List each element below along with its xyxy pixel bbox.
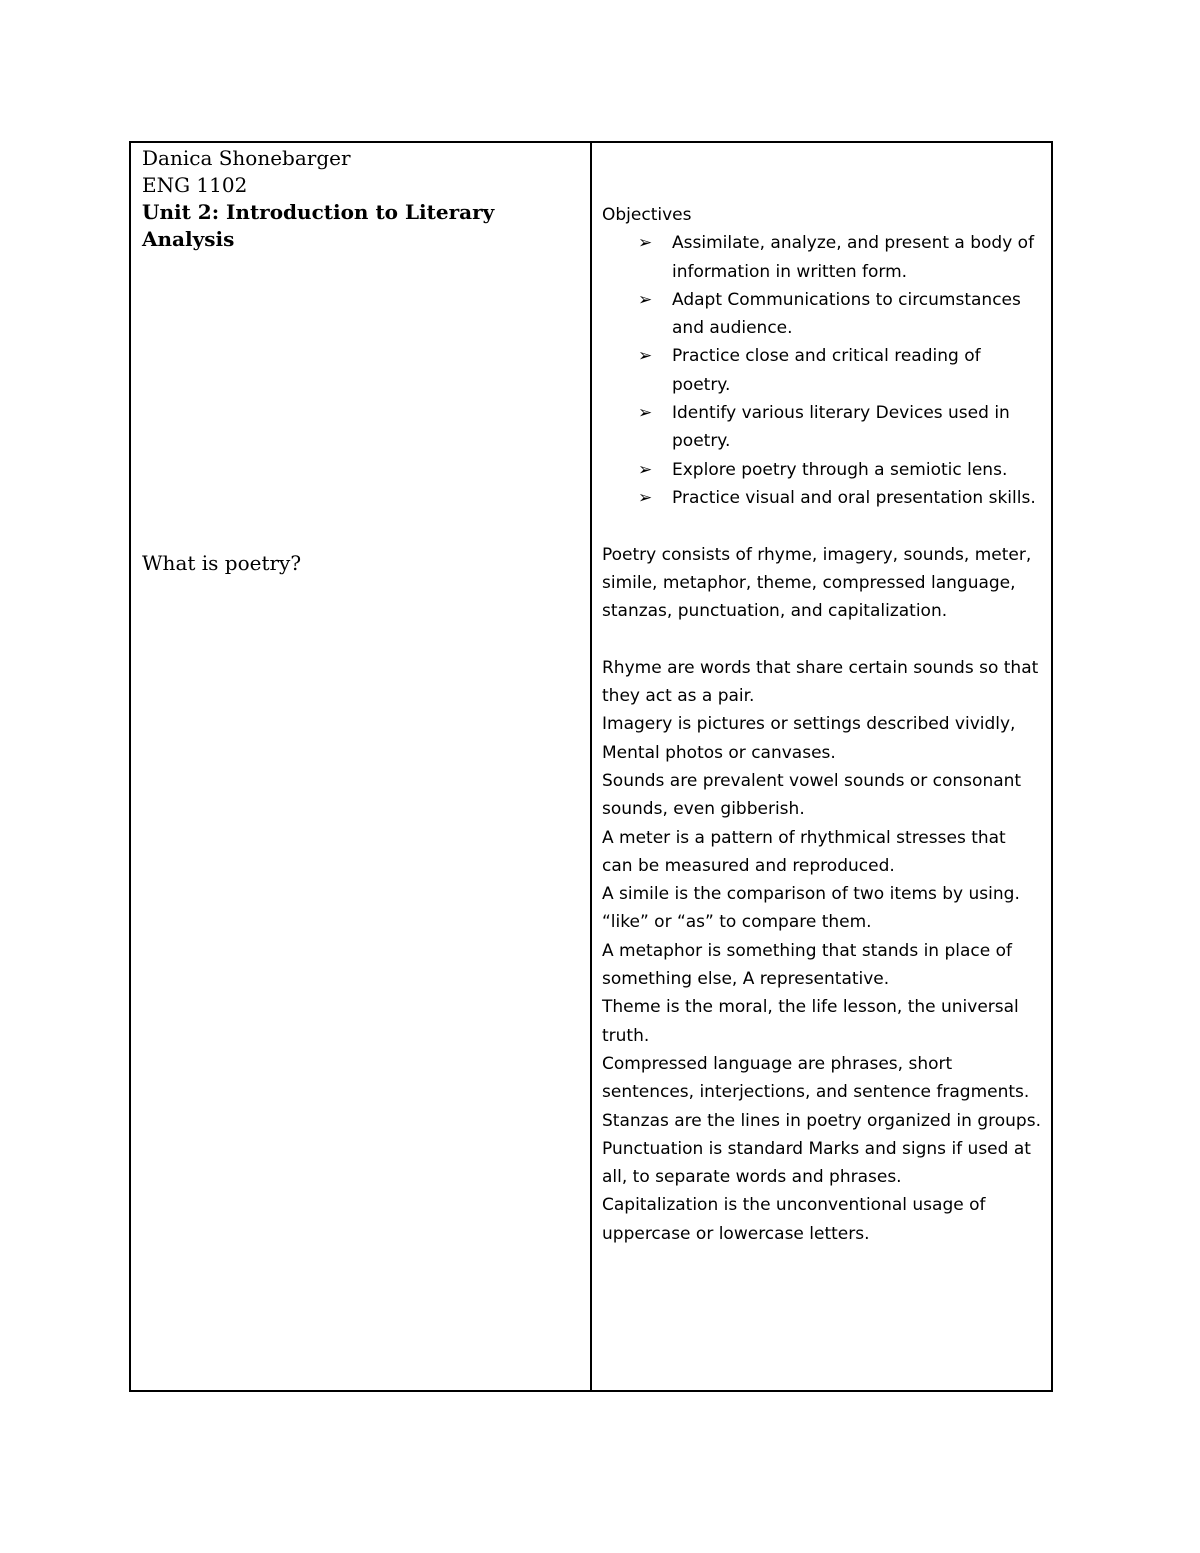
definition-meter: A meter is a pattern of rhythmical stresses that can be measured and reproduced.: [602, 827, 1006, 876]
objectives-list: [602, 229, 1041, 512]
blank-line: [602, 625, 1041, 653]
objective-text: Practice visual and oral presentation skills.: [672, 487, 1036, 508]
course-code: ENG 1102: [142, 173, 248, 197]
arrowhead-bullet-icon: ➢: [638, 233, 653, 254]
question-text: What is poetry?: [142, 551, 302, 575]
objective-text: Assimilate, analyze, and present a body of information in written form.: [672, 233, 1035, 282]
definition-compressed-language: Compressed language are phrases, short sentences, interjections, and sentence fragments.: [602, 1053, 1030, 1103]
definition-simile: A simile is the comparison of two items by using. “like” or “as” to compare them.: [602, 884, 1020, 933]
left-column-content: [131, 143, 590, 1392]
definition-sounds: Sounds are prevalent vowel sounds or consonant sounds, even gibberish.: [602, 770, 1022, 820]
arrowhead-bullet-icon: ➢: [638, 459, 653, 480]
objective-text: Practice close and critical reading of poetry.: [672, 346, 981, 395]
arrowhead-bullet-icon: ➢: [638, 403, 653, 424]
objective-text: Adapt Communications to circumstances and audience.: [672, 289, 1021, 339]
author-name: Danica Shonebarger: [142, 146, 351, 170]
notes-table: [129, 141, 1053, 1392]
definition-theme: Theme is the moral, the life lesson, the universal truth.: [602, 997, 1019, 1046]
definition-punctuation: Punctuation is standard Marks and signs if used at all, to separate words and phrases.: [602, 1138, 1031, 1188]
definition-metaphor: A metaphor is something that stands in place of something else, A representative.: [602, 940, 1013, 990]
objective-item: [602, 342, 1041, 399]
definition-imagery: Imagery is pictures or settings described vividly, Mental photos or canvases.: [602, 714, 1016, 763]
objective-item: [602, 229, 1041, 286]
objective-text: Identify various literary Devices used in poetry.: [672, 403, 1010, 452]
arrowhead-bullet-icon: ➢: [638, 487, 653, 508]
objective-item: [602, 399, 1041, 456]
blank-line: [602, 512, 1041, 540]
objective-item: [602, 456, 1041, 484]
arrowhead-bullet-icon: ➢: [638, 289, 653, 310]
objectives-heading: Objectives: [602, 205, 692, 225]
right-column: [591, 142, 1052, 1391]
unit-title: Unit 2: Introduction to Literary Analysis: [142, 200, 495, 251]
left-column: [130, 142, 591, 1391]
objective-item: [602, 484, 1041, 512]
objective-text: Explore poetry through a semiotic lens.: [672, 459, 1008, 480]
poetry-summary: Poetry consists of rhyme, imagery, sounds, meter, simile, metaphor, theme, compressed language, stanzas, punctuation, and capitalization.: [602, 544, 1032, 622]
definition-stanzas: Stanzas are the lines in poetry organized in groups.: [602, 1110, 1041, 1131]
objective-item: [602, 286, 1041, 343]
notes-row: [130, 142, 1052, 1391]
definition-capitalization: Capitalization is the unconventional usage of uppercase or lowercase letters.: [602, 1195, 986, 1244]
definition-rhyme: Rhyme are words that share certain sounds so that they act as a pair.: [602, 657, 1039, 707]
right-column-content: [592, 143, 1051, 1248]
arrowhead-bullet-icon: ➢: [638, 346, 653, 367]
